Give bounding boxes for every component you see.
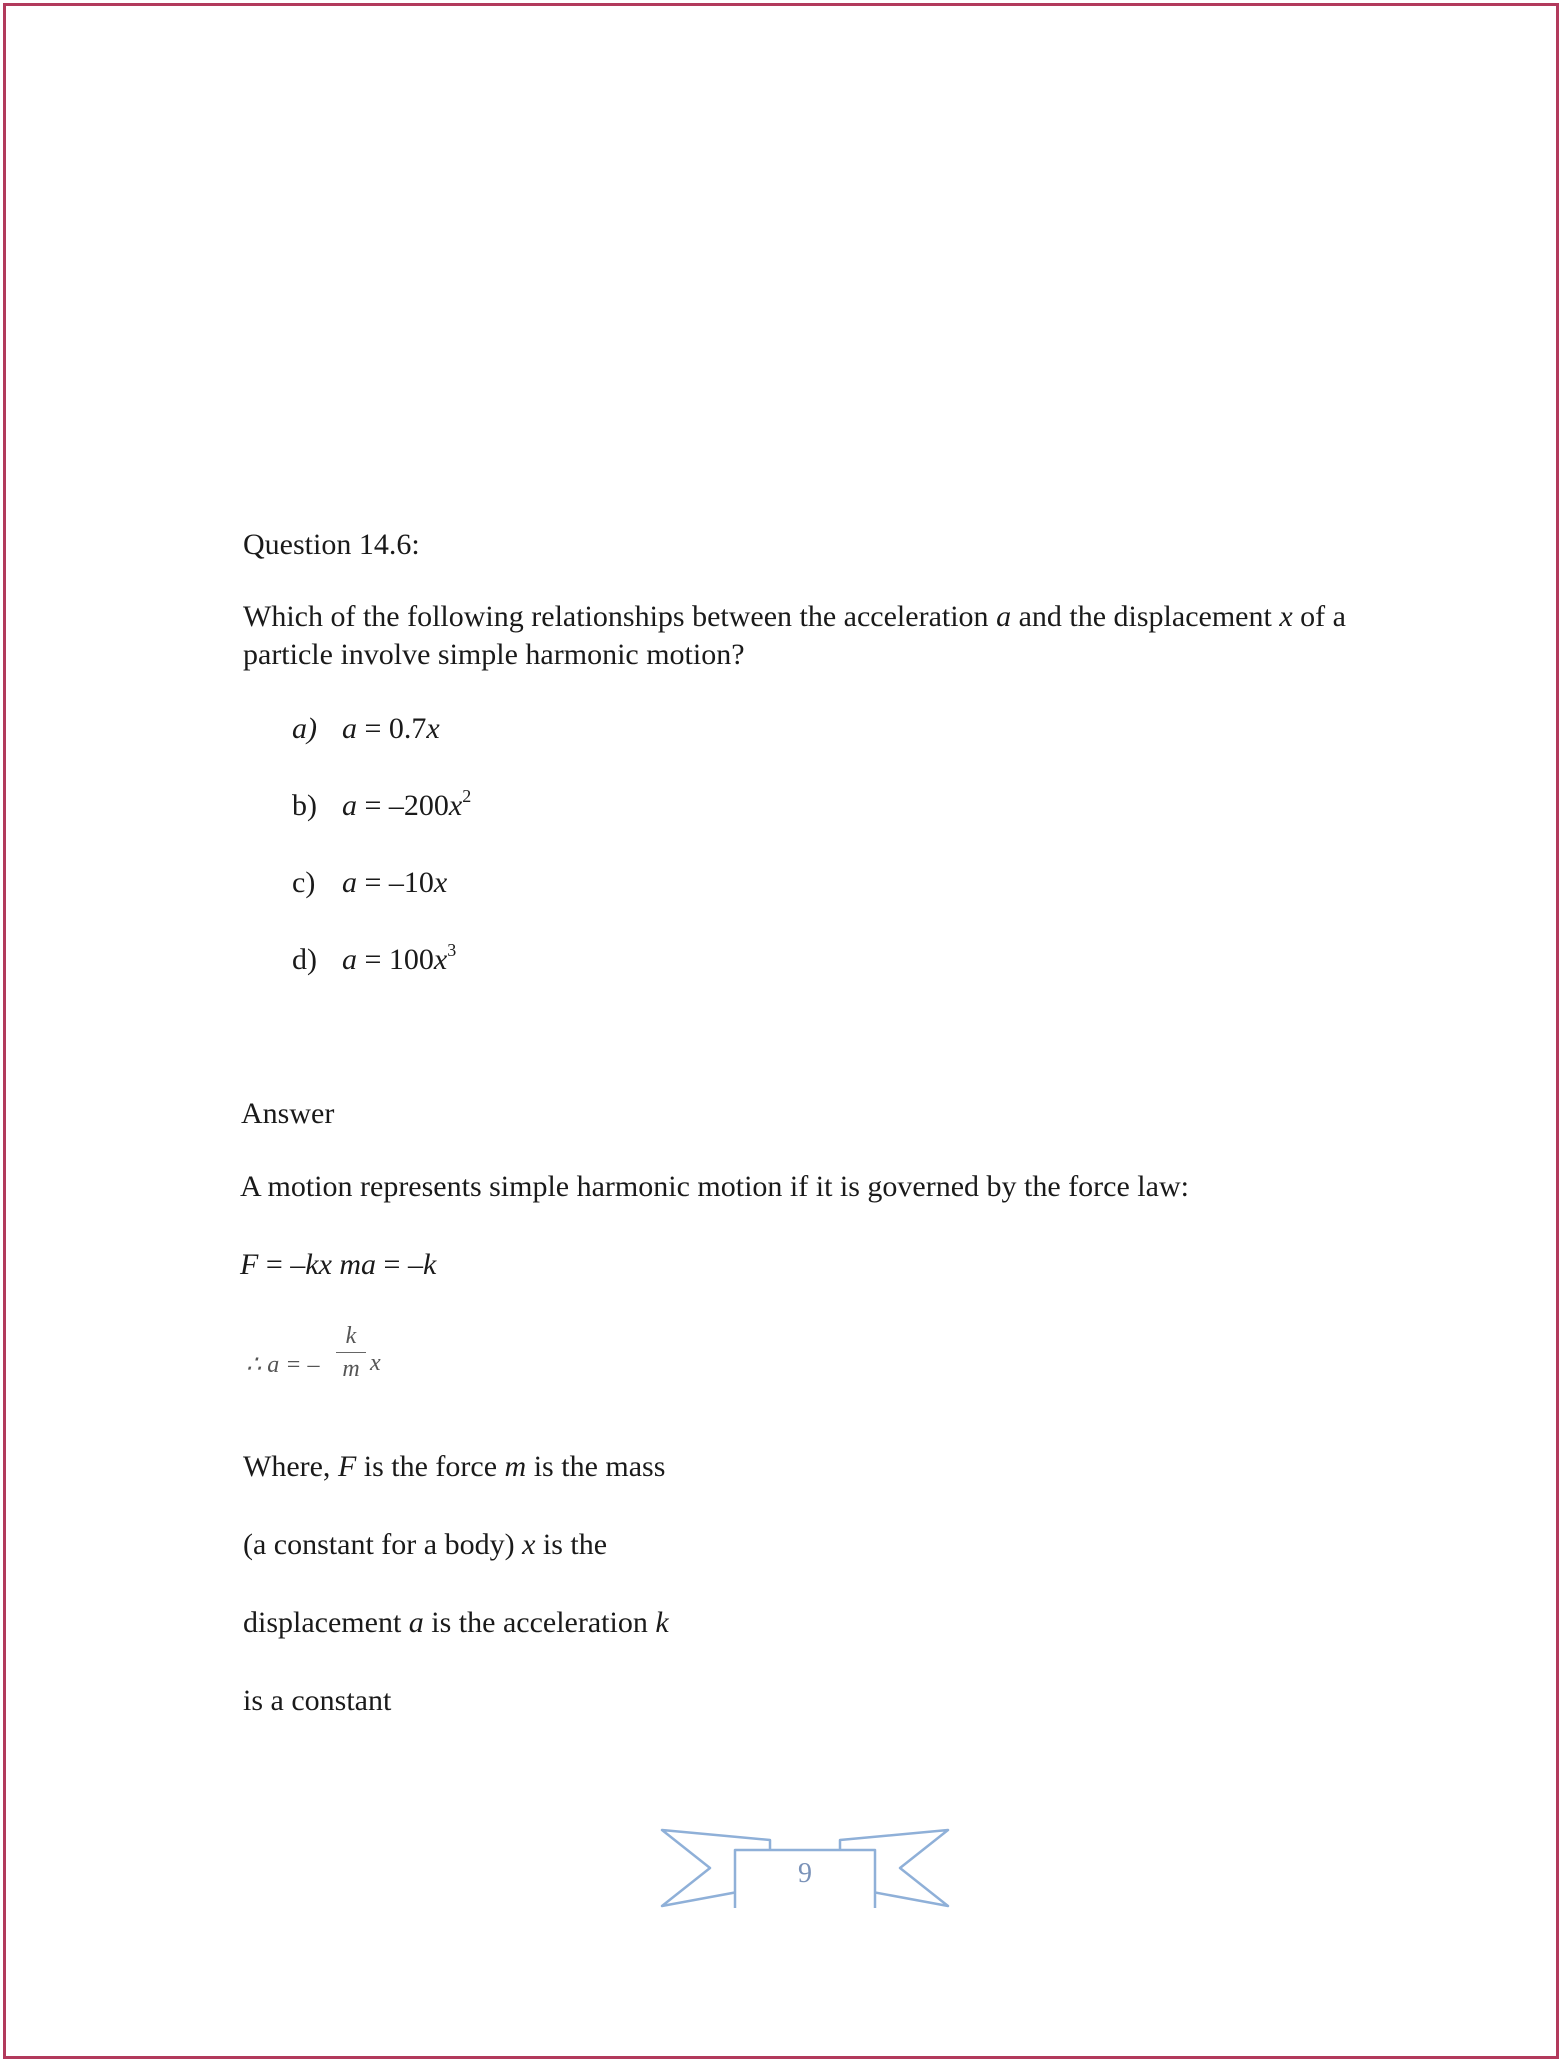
option-b: b) $a = -200x^2$ <box>292 786 472 822</box>
question-heading: Question 14.6: <box>243 528 420 561</box>
equation-rhs: x <box>370 1350 381 1376</box>
option-d: d) $a = 100x^3$ <box>292 940 457 976</box>
where-line-1: Where, F is the force m is the mass <box>243 1450 666 1483</box>
where-line-3: displacement a is the acceleration k <box>243 1606 669 1639</box>
equation-lhs: ∴ a = – <box>246 1352 320 1378</box>
fraction <box>336 1322 366 1383</box>
fraction-denominator: m <box>342 1356 360 1382</box>
where-line-2: (a constant for a body) x is the <box>243 1528 608 1561</box>
where-line-4: is a constant <box>243 1684 392 1717</box>
option-c: c) a = –10x <box>292 866 448 899</box>
question-body: Which of the following relationships between the acceleration a and the displacement x of a particle involve simple harmonic motion? <box>243 600 1346 671</box>
answer-heading: Answer <box>241 1097 335 1130</box>
page-number: 9 <box>798 1858 812 1889</box>
option-a: a) a = 0.7x <box>292 712 440 745</box>
fraction-bar <box>336 1352 366 1353</box>
answer-intro: A motion represents simple harmonic motion if it is governed by the force law: <box>240 1170 1189 1203</box>
page-border <box>3 3 1559 2059</box>
force-law: F = –kx ma = –k <box>240 1248 437 1281</box>
fraction-numerator: k <box>345 1323 357 1349</box>
